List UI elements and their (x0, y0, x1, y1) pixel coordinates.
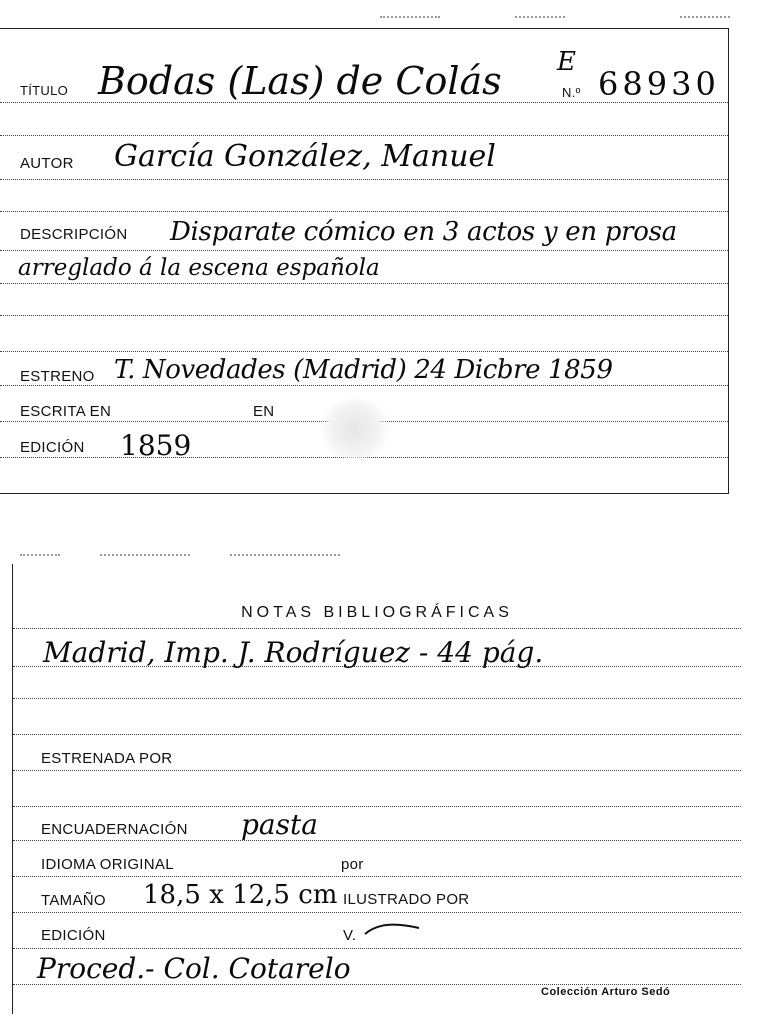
descripcion-line-1: Disparate cómico en 3 actos y en prosa (170, 217, 677, 247)
numero-value: 68930 (598, 65, 720, 103)
titulo-value: Bodas (Las) de Colás (98, 59, 502, 103)
e-mark: E (557, 47, 576, 77)
por-label: por (341, 856, 364, 873)
field-rule (0, 179, 728, 180)
tamano-value: 18,5 x 12,5 cm (143, 880, 338, 910)
en-label: EN (253, 403, 275, 420)
scan-speck (515, 16, 565, 18)
field-rule (13, 698, 741, 699)
scan-speck (230, 554, 340, 556)
catalog-card-front (0, 28, 729, 494)
v-scribble (363, 920, 423, 940)
tamano-label: TAMAÑO (41, 892, 106, 909)
notas-heading: NOTAS BIBLIOGRÁFICAS (241, 604, 513, 621)
field-rule (0, 283, 728, 284)
estreno-value: T. Novedades (Madrid) 24 Dicbre 1859 (114, 355, 613, 385)
scan-speck (380, 16, 440, 18)
scan-speck (20, 554, 60, 556)
field-rule (13, 912, 741, 913)
v-label: V. (343, 927, 357, 944)
catalog-card-back (12, 564, 741, 1014)
idioma-original-label: IDIOMA ORIGINAL (41, 856, 174, 873)
field-rule (13, 948, 741, 949)
field-rule (13, 770, 741, 771)
encuadernacion-value: pasta (241, 808, 318, 841)
encuadernacion-label: ENCUADERNACIÓN (41, 821, 188, 838)
ilustrado-por-label: ILUSTRADO POR (343, 891, 470, 908)
procedencia-value: Proced.- Col. Cotarelo (37, 952, 351, 985)
scan-speck (680, 16, 730, 18)
scan-speck (100, 554, 190, 556)
edicion-value: 1859 (120, 429, 192, 462)
descripcion-label: DESCRIPCIÓN (20, 226, 128, 243)
notas-value: Madrid, Imp. J. Rodríguez - 44 pág. (43, 636, 544, 669)
titulo-label: TÍTULO (20, 83, 69, 98)
field-rule (0, 211, 728, 212)
edicion-label: EDICIÓN (41, 927, 106, 944)
field-rule (0, 135, 728, 136)
estrenada-por-label: ESTRENADA POR (41, 750, 173, 767)
field-rule (13, 876, 741, 877)
field-rule (0, 250, 728, 251)
field-rule (13, 806, 741, 807)
escrita-en-label: ESCRITA EN (20, 403, 112, 420)
field-rule (13, 840, 741, 841)
field-rule (0, 315, 728, 316)
edicion-label: EDICIÓN (20, 439, 85, 456)
paper-smudge (318, 399, 392, 459)
autor-value: García González, Manuel (114, 139, 496, 174)
estreno-label: ESTRENO (20, 368, 95, 385)
numero-label: N.º (562, 85, 581, 100)
field-rule (0, 385, 728, 386)
field-rule (13, 628, 741, 629)
autor-label: AUTOR (20, 155, 74, 172)
descripcion-line-2: arreglado á la escena española (18, 255, 380, 281)
field-rule (13, 734, 741, 735)
field-rule (0, 351, 728, 352)
collection-credit: Colección Arturo Sedó (541, 986, 671, 998)
